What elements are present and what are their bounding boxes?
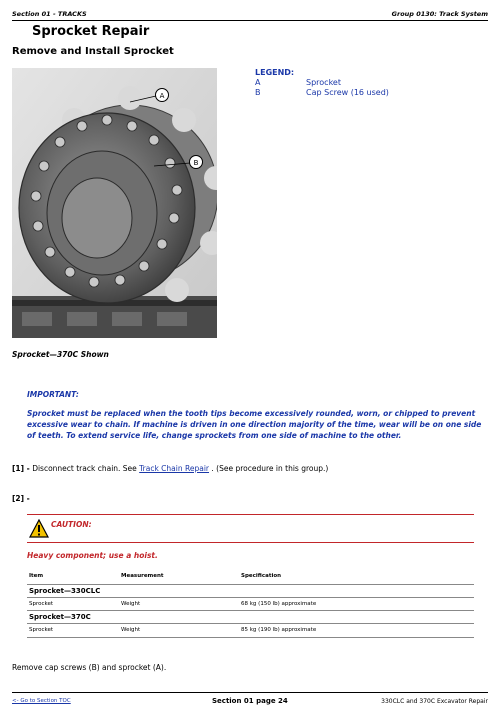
cell-item: Sprocket — [29, 627, 54, 633]
step-text-suffix: . (See procedure in this group.) — [209, 464, 329, 473]
page-footer — [12, 697, 488, 709]
legend-key: B — [255, 88, 261, 97]
caution-mid-rule — [27, 542, 474, 543]
header-divider — [12, 20, 488, 21]
cell-specification: 85 kg (190 lb) approximate — [241, 627, 317, 633]
legend-label: Sprocket — [306, 78, 341, 87]
important-text: Sprocket must be replaced when the tooth tips become excessively rounded, worn, or chipped to prevent excessive wear to chain. If machine is driven in one direction majority of the time, wear will be on one side of teeth. To extend service life, change sprockets from one side of machine to the other. — [27, 409, 482, 440]
final-step-text: Remove cap screws (B) and sprocket (A). — [12, 663, 167, 672]
caution-top-rule — [27, 514, 474, 515]
table-divider — [27, 637, 474, 638]
step-number: [1] - — [12, 464, 30, 473]
legend-key: A — [255, 78, 261, 87]
step-number: [2] - — [12, 494, 30, 503]
manual-title: 330CLC and 370C Excavator Repair — [381, 698, 488, 705]
page-number: Section 01 page 24 — [212, 697, 288, 705]
col-specification-header: Specification — [241, 573, 282, 579]
legend — [255, 68, 455, 98]
important-heading: IMPORTANT: — [27, 390, 79, 399]
col-item-header: Item — [29, 573, 44, 579]
callout-a-label: A — [159, 92, 165, 100]
caution-text: Heavy component; use a hoist. — [27, 551, 158, 560]
group-label: Group 0130: Track System — [391, 10, 488, 18]
step-text: Disconnect track chain. See — [29, 464, 140, 473]
sprocket-illustration — [12, 68, 217, 338]
cell-measurement: Weight — [121, 627, 141, 633]
cell-measurement: Weight — [121, 601, 141, 607]
callout-b-label: B — [193, 159, 199, 167]
figure-caption: Sprocket—370C Shown — [12, 350, 109, 359]
spec-group-title: Sprocket—370C — [29, 613, 91, 621]
table-divider — [27, 623, 474, 624]
track-chain-repair-link[interactable]: Track Chain Repair — [139, 464, 210, 473]
legend-item — [255, 78, 455, 88]
footer-divider — [12, 692, 488, 693]
table-divider — [27, 584, 474, 585]
caution-heading: CAUTION: — [51, 520, 92, 529]
page-title: Sprocket Repair — [32, 24, 150, 39]
spec-group-title: Sprocket—330CLC — [29, 587, 101, 595]
table-divider — [27, 610, 474, 611]
warning-icon — [29, 519, 49, 539]
table-divider — [27, 597, 474, 598]
procedure-title: Remove and Install Sprocket — [12, 46, 174, 57]
legend-item — [255, 88, 455, 98]
legend-heading: LEGEND: — [255, 68, 295, 77]
cell-specification: 68 kg (150 lb) approximate — [241, 601, 317, 607]
section-label: Section 01 - TRACKS — [12, 10, 87, 18]
cell-item: Sprocket — [29, 601, 54, 607]
col-measurement-header: Measurement — [121, 573, 164, 579]
section-toc-link[interactable]: <- Go to Section TOC — [12, 698, 71, 704]
legend-label: Cap Screw (16 used) — [306, 88, 389, 97]
step-1 — [12, 464, 328, 473]
sprocket-photo — [12, 68, 217, 338]
step-2 — [12, 494, 30, 503]
